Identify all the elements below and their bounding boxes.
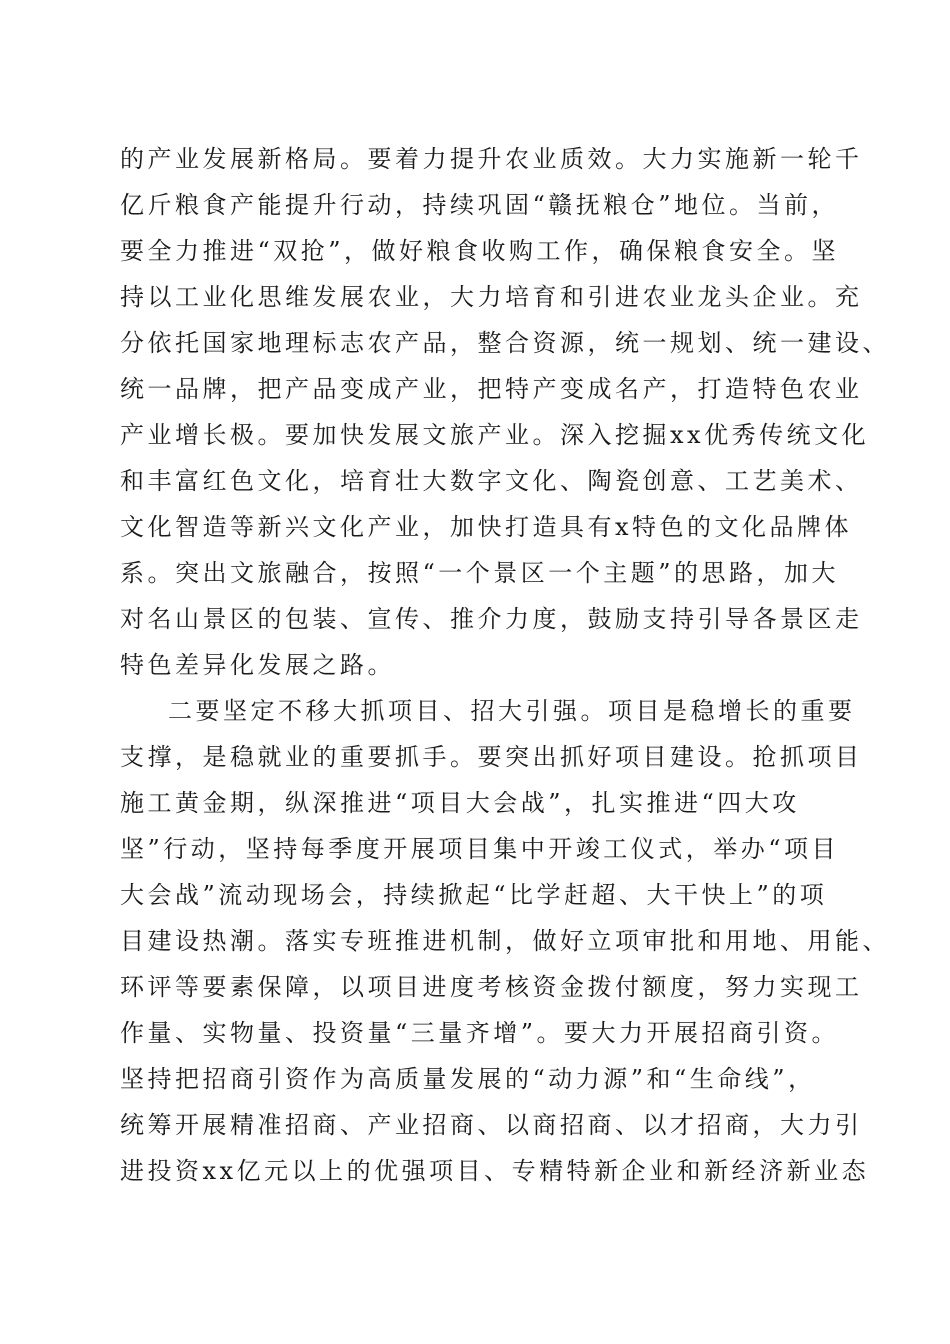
text-line: 施工黄金期，纵深推进“项目大会战”，扎实推进“四大攻 (120, 789, 800, 817)
text-line: 亿斤粮食产能提升行动，持续巩固“赣抚粮仓”地位。当前， (120, 191, 840, 219)
text-line: 统一品牌，把产品变成产业，把特产变成名产，打造特色农业 (120, 375, 863, 403)
text-line: 环评等要素保障，以项目进度考核资金拨付额度，努力实现工 (120, 973, 863, 1001)
text-line: 对名山景区的包装、宣传、推介力度，鼓励支持引导各景区走 (120, 605, 863, 633)
paragraph-1 (120, 136, 890, 688)
text-line: 作量、实物量、投资量“三量齐增”。要大力开展招商引资。 (120, 1019, 840, 1047)
text-line: 特色差异化发展之路。 (120, 651, 395, 679)
text-line: 分依托国家地理标志农产品，整合资源，统一规划、统一建设、 (120, 329, 890, 357)
text-line: 支撑，是稳就业的重要抓手。要突出抓好项目建设。抢抓项目 (120, 743, 863, 771)
text-line: 和丰富红色文化，培育壮大数字文化、陶瓷创意、工艺美术、 (120, 467, 863, 495)
text-line: 进投资xx亿元以上的优强项目、专精特新企业和新经济新业态 (120, 1157, 870, 1185)
text-line: 要全力推进“双抢”，做好粮食收购工作，确保粮食安全。坚 (120, 237, 840, 265)
text-line: 坚持把招商引资作为高质量发展的“动力源”和“生命线”， (120, 1065, 816, 1093)
text-line: 持以工业化思维发展农业，大力培育和引进农业龙头企业。充 (120, 283, 863, 311)
text-line: 大会战”流动现场会，持续掀起“比学赶超、大干快上”的项 (120, 881, 828, 909)
body-text (120, 136, 890, 1194)
text-line: 坚”行动，坚持每季度开展项目集中开竣工仪式，举办“项目 (120, 835, 840, 863)
paragraph-2 (120, 688, 890, 1194)
text-line: 产业增长极。要加快发展文旅产业。深入挖掘xx优秀传统文化 (120, 421, 870, 449)
text-line: 的产业发展新格局。要着力提升农业质效。大力实施新一轮千 (120, 145, 863, 173)
text-line: 系。突出文旅融合，按照“一个景区一个主题”的思路，加大 (120, 559, 840, 587)
text-line: 目建设热潮。落实专班推进机制，做好立项审批和用地、用能、 (120, 927, 890, 955)
text-line: 统筹开展精准招商、产业招商、以商招商、以才招商，大力引 (120, 1111, 863, 1139)
text-line: 文化智造等新兴文化产业，加快打造具有x特色的文化品牌体 (120, 513, 853, 541)
text-line-indented: 二要坚定不移大抓项目、招大引强。项目是稳增长的重要 (168, 697, 856, 725)
